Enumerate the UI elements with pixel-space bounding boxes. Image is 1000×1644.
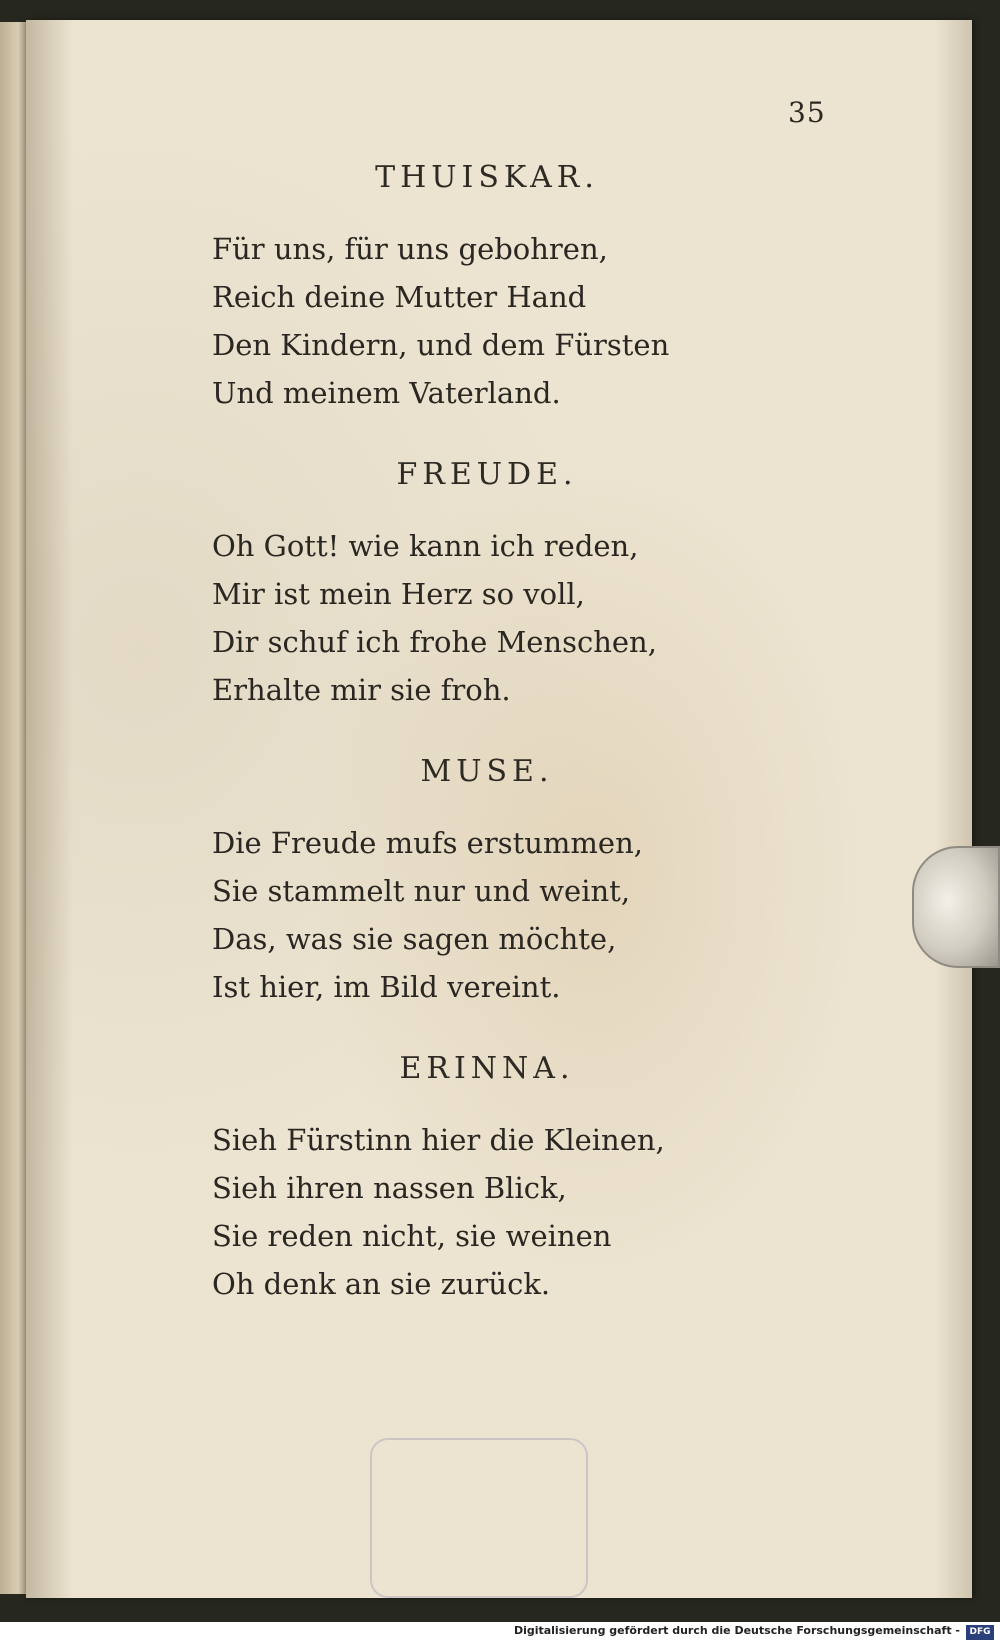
verse-line: Mir ist mein Herz so voll, — [212, 577, 585, 611]
page-holder-clip — [912, 846, 1000, 968]
verse-line: Erhalte mir sie froh. — [212, 673, 511, 707]
verse-line: Das, was sie sagen möchte, — [212, 922, 617, 956]
verse-line: Reich deine Mutter Hand — [212, 280, 587, 314]
verse-line: Ist hier, im Bild vereint. — [212, 970, 561, 1004]
verse-line: Sie reden nicht, sie weinen — [212, 1219, 612, 1253]
poem-section-freude — [212, 457, 732, 714]
book-page — [26, 20, 972, 1598]
poem-section-muse — [212, 754, 732, 1011]
speaker-heading: ERINNA. — [399, 1051, 575, 1086]
dfg-logo: DFG — [966, 1625, 994, 1640]
poem-section-thuiskar — [212, 160, 732, 417]
verse-line: Oh denk an sie zurück. — [212, 1267, 551, 1301]
verse-line: Sieh Fürstinn hier die Kleinen, — [212, 1123, 665, 1157]
verse-line: Für uns, für uns gebohren, — [212, 232, 608, 266]
verse-line: Dir schuf ich frohe Menschen, — [212, 625, 657, 659]
verse-line: Und meinem Vaterland. — [212, 376, 561, 410]
verse-line: Die Freude mufs erstummen, — [212, 826, 643, 860]
speaker-heading: MUSE. — [420, 754, 554, 789]
page-number: 35 — [788, 96, 826, 129]
speaker-heading: FREUDE. — [396, 457, 578, 492]
speaker-heading: THUISKAR. — [375, 160, 599, 195]
verse-line: Sieh ihren nassen Blick, — [212, 1171, 567, 1205]
verse-line: Sie stammelt nur und weint, — [212, 874, 631, 908]
funding-notice: Digitalisierung gefördert durch die Deutsche Forschungsgemeinschaft - — [513, 1624, 960, 1637]
footer-bar — [0, 1622, 1000, 1644]
verse-line: Den Kindern, und dem Fürsten — [212, 328, 670, 362]
poem — [212, 160, 732, 1348]
verse-line: Oh Gott! wie kann ich reden, — [212, 529, 639, 563]
library-stamp — [370, 1438, 588, 1598]
poem-section-erinna — [212, 1051, 732, 1308]
